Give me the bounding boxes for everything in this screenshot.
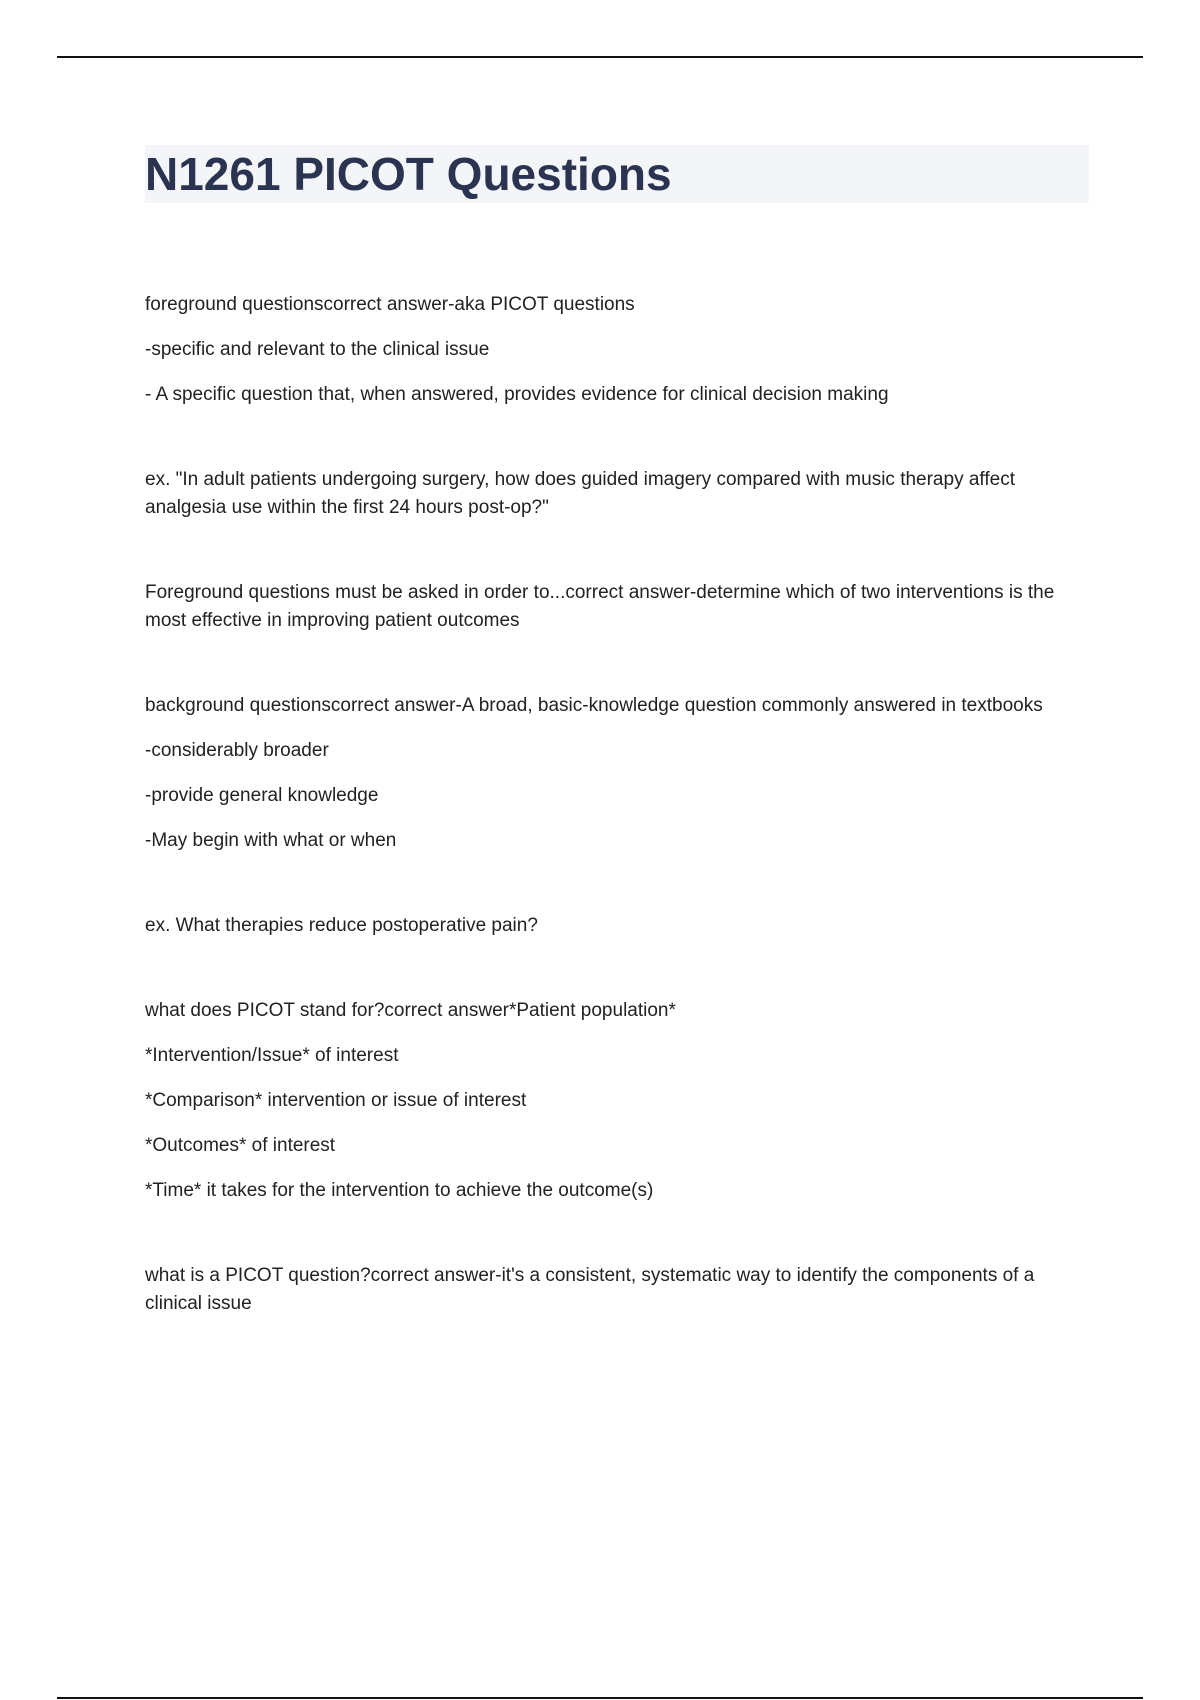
- text-line: *Outcomes* of interest: [145, 1135, 336, 1156]
- qa-background-questions: [145, 692, 1090, 855]
- text-line: foreground questionscorrect answer-aka PICOT questions: [145, 294, 635, 315]
- text-line: -considerably broader: [145, 740, 329, 761]
- text-line: what is a PICOT question?correct answer-it's a consistent, systematic way to identify the components of a clinical issue: [145, 1265, 1035, 1314]
- qa-picot-definition: [145, 997, 1090, 1205]
- qa-foreground-purpose: [145, 579, 1090, 635]
- text-line: *Intervention/Issue* of interest: [145, 1045, 399, 1066]
- qa-foreground-questions: [145, 291, 1090, 409]
- text-line: ex. What therapies reduce postoperative pain?: [145, 915, 538, 936]
- qa-picot-question: [145, 1262, 1090, 1318]
- text-line: -May begin with what or when: [145, 830, 397, 851]
- text-line: -specific and relevant to the clinical issue: [145, 339, 490, 360]
- qa-foreground-example: [145, 466, 1090, 522]
- text-line: Foreground questions must be asked in order to...correct answer-determine which of two interventions is the most effective in improving patient outcomes: [145, 582, 1055, 631]
- text-line: background questionscorrect answer-A broad, basic-knowledge question commonly answered in textbooks: [145, 695, 1043, 716]
- text-line: - A specific question that, when answered, provides evidence for clinical decision making: [145, 384, 889, 405]
- text-line: what does PICOT stand for?correct answer*Patient population*: [145, 1000, 676, 1021]
- top-divider: [57, 56, 1143, 58]
- document-title: N1261 PICOT Questions: [145, 148, 672, 200]
- document-body: [145, 291, 1090, 1318]
- text-line: *Time* it takes for the intervention to achieve the outcome(s): [145, 1180, 654, 1201]
- text-line: *Comparison* intervention or issue of interest: [145, 1090, 527, 1111]
- bottom-divider: [57, 1697, 1143, 1699]
- qa-background-example: [145, 912, 1090, 940]
- text-line: ex. "In adult patients undergoing surgery, how does guided imagery compared with music therapy affect analgesia use within the first 24 hours post-op?": [145, 469, 1015, 518]
- text-line: -provide general knowledge: [145, 785, 379, 806]
